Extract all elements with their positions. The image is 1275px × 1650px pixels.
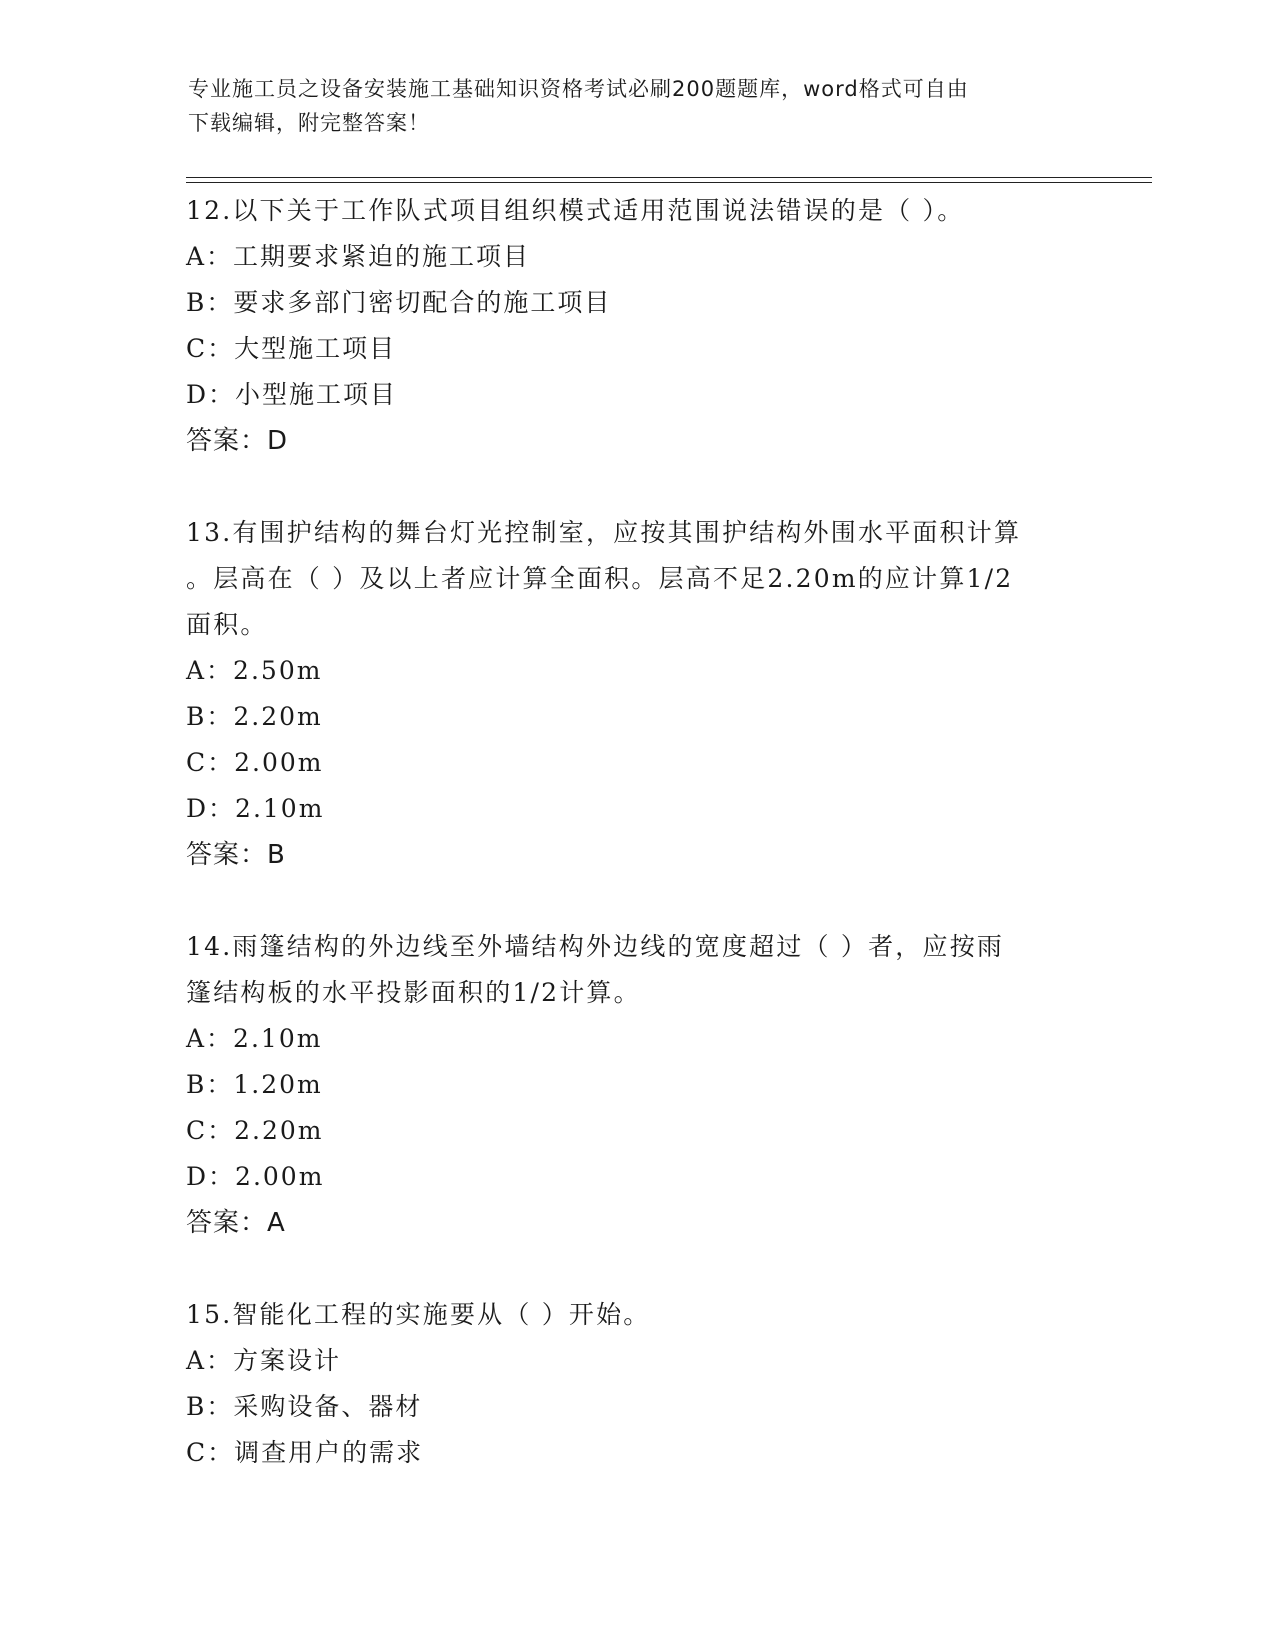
spacer xyxy=(186,878,1086,924)
answer: 答案：B xyxy=(186,840,286,870)
option-a: A：2.50m xyxy=(186,656,323,685)
question-line: 15.智能化工程的实施要从（ ）开始。 xyxy=(186,1300,651,1329)
question-line: 面积。 xyxy=(186,610,268,639)
option-d: D：小型施工项目 xyxy=(186,380,398,409)
question-line: 篷结构板的水平投影面积的1/2计算。 xyxy=(186,978,641,1007)
question-12 xyxy=(186,188,1086,464)
header-line-2: 下载编辑，附完整答案！ xyxy=(188,111,430,135)
header-divider-top xyxy=(186,177,1152,178)
option-b: B：要求多部门密切配合的施工项目 xyxy=(186,288,612,317)
option-d: D：2.10m xyxy=(186,794,325,823)
option-b: B：采购设备、器材 xyxy=(186,1392,423,1421)
question-list xyxy=(186,188,1086,1476)
option-c: C：2.20m xyxy=(186,1116,324,1145)
spacer xyxy=(186,1246,1086,1292)
question-text xyxy=(186,510,1086,648)
spacer xyxy=(186,464,1086,510)
question-15 xyxy=(186,1292,1086,1476)
question-line: 14.雨篷结构的外边线至外墙结构外边线的宽度超过（ ）者，应按雨 xyxy=(186,932,1005,961)
question-line: 13.有围护结构的舞台灯光控制室，应按其围护结构外围水平面积计算 xyxy=(186,518,1022,547)
question-text xyxy=(186,188,1086,234)
option-b: B：1.20m xyxy=(186,1070,323,1099)
answer: 答案：D xyxy=(186,426,289,456)
question-text xyxy=(186,1292,1086,1338)
header-line-1: 专业施工员之设备安装施工基础知识资格考试必刷200题题库，word格式可自由 xyxy=(188,77,969,101)
question-text xyxy=(186,924,1086,1016)
option-a: A：工期要求紧迫的施工项目 xyxy=(186,242,531,271)
option-c: C：2.00m xyxy=(186,748,324,777)
option-c: C：调查用户的需求 xyxy=(186,1438,424,1467)
header-divider-bottom xyxy=(186,182,1152,183)
document-header xyxy=(188,72,1068,140)
option-d: D：2.00m xyxy=(186,1162,325,1191)
question-14 xyxy=(186,924,1086,1246)
option-b: B：2.20m xyxy=(186,702,323,731)
question-line: 。层高在（ ）及以上者应计算全面积。层高不足2.20m的应计算1/2 xyxy=(186,564,1014,593)
question-line: 12.以下关于工作队式项目组织模式适用范围说法错误的是（ ）。 xyxy=(186,196,965,225)
answer: 答案：A xyxy=(186,1208,286,1238)
option-c: C：大型施工项目 xyxy=(186,334,397,363)
question-13 xyxy=(186,510,1086,878)
option-a: A：2.10m xyxy=(186,1024,323,1053)
option-a: A：方案设计 xyxy=(186,1346,342,1375)
